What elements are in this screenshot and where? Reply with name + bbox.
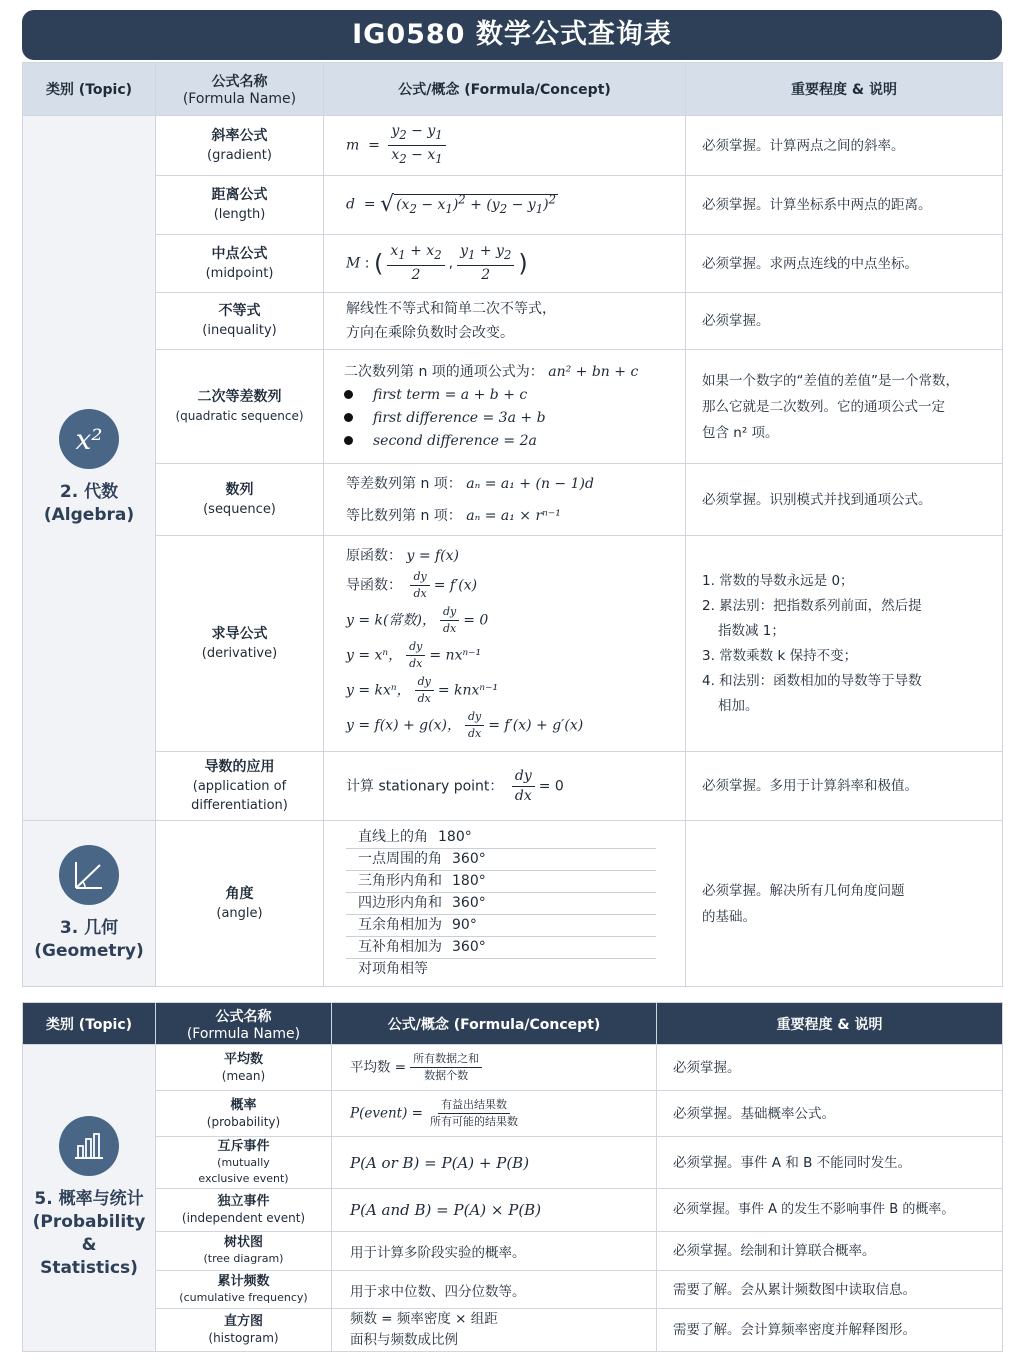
note-cell: 必须掌握。多用于计算斜率和极值。	[686, 752, 1003, 821]
formula-name-cell: 累计频数 (cumulative frequency)	[156, 1271, 332, 1309]
table-row	[23, 176, 1003, 235]
formula-name-cell: 求导公式 (derivative)	[156, 536, 324, 752]
formula-name-cell: 距离公式 (length)	[156, 176, 324, 235]
angle-value: 360°	[452, 939, 486, 955]
table-row	[23, 350, 1003, 464]
header-topic: 类别 (Topic)	[23, 63, 156, 116]
sequence-formula: 等差数列第 n 项： aₙ = a₁ + (n − 1)d 等比数列第 n 项： aₙ = a₁ × rⁿ⁻¹	[324, 464, 686, 536]
note-cell: 如果一个数字的“差值的差值”是一个常数， 那么它就是二次数列。它的通项公式一定 包含 n² 项。	[686, 350, 1003, 464]
table-header-row	[23, 1003, 1003, 1045]
formula-name-cell: 独立事件 (independent event)	[156, 1189, 332, 1232]
probability-formula: P(event) = $\frac{\text{有益出结果数}}{\text{所有可能的结果数}}$	[332, 1091, 657, 1137]
formula-name-cell: 角度 (angle)	[156, 821, 324, 987]
table-row	[23, 1137, 1003, 1189]
angle-name: 一点周围的角	[358, 851, 442, 867]
bar-chart-icon	[59, 1116, 119, 1176]
header-formula: 公式/概念 (Formula/Concept)	[324, 63, 686, 116]
topic-label: 3. 几何	[59, 917, 119, 938]
independent-formula: P(A and B) = P(A) × P(B)	[332, 1189, 657, 1232]
angle-row	[346, 849, 656, 871]
formula-table-1	[22, 62, 1003, 987]
note-cell: 必须掌握。计算两点之间的斜率。	[686, 116, 1003, 176]
formula-name-cell: 不等式 (inequality)	[156, 293, 324, 350]
histogram-formula: 频数 = 频率密度 × 组距 面积与频数成比例	[332, 1309, 657, 1352]
note-cell: 必须掌握。	[686, 293, 1003, 350]
angle-value: 180°	[452, 873, 486, 889]
header-note: 重要程度 & 说明	[657, 1003, 1003, 1045]
midpoint-formula: M : ( $\frac{x_1 + x_2}{2}$ , $\frac{y_1 + y_2}{2}$ )	[324, 235, 686, 293]
angle-row	[346, 915, 656, 937]
note-cell: 需要了解。会从累计频数图中读取信息。	[657, 1271, 1003, 1309]
bullet-icon	[344, 413, 353, 422]
header-topic: 类别 (Topic)	[23, 1003, 156, 1045]
note-cell: 必须掌握。事件 A 和 B 不能同时发生。	[657, 1137, 1003, 1189]
table-row	[23, 752, 1003, 821]
formula-name-cell: 概率 (probability)	[156, 1091, 332, 1137]
note-cell: 必须掌握。计算坐标系中两点的距离。	[686, 176, 1003, 235]
topic-label-en: (Algebra)	[43, 505, 135, 525]
angle-row	[346, 959, 656, 980]
table-row	[23, 235, 1003, 293]
cumulative-formula: 用于求中位数、四分位数等。	[332, 1271, 657, 1309]
angle-row	[346, 937, 656, 959]
formula-name-cell: 中点公式 (midpoint)	[156, 235, 324, 293]
note-cell: 1. 常数的导数永远是 0； 2. 累法别：把指数系列前面，然后提 指数减 1； 3. 常数乘数 k 保持不变； 4. 和法别：函数相加的导数等于导数 相加。	[686, 536, 1003, 752]
angle-name: 互补角相加为	[358, 939, 442, 955]
table-row	[23, 1091, 1003, 1137]
bullet-icon	[344, 390, 353, 399]
header-note: 重要程度 & 说明	[686, 63, 1003, 116]
angle-name: 三角形内角和	[358, 873, 442, 889]
topic-cell-statistics	[23, 1045, 156, 1352]
header-formula-name: 公式名称 (Formula Name)	[156, 63, 324, 116]
topic-cell-algebra	[23, 116, 156, 821]
table-row	[23, 1045, 1003, 1091]
formula-name-cell: 数列 (sequence)	[156, 464, 324, 536]
table-row	[23, 1232, 1003, 1271]
formula-name-cell: 直方图 (histogram)	[156, 1309, 332, 1352]
topic-label: 5. 概率与统计	[34, 1189, 144, 1209]
topic-label-en: (Probability &	[32, 1212, 146, 1255]
bullet-icon	[344, 436, 353, 445]
angle-name: 直线上的角	[358, 829, 428, 845]
angle-name: 对项角相等	[358, 961, 428, 977]
header-formula-name: 公式名称 (Formula Name)	[156, 1003, 332, 1045]
header-formula: 公式/概念 (Formula/Concept)	[332, 1003, 657, 1045]
angle-value: 360°	[452, 851, 486, 867]
formula-name-cell: 导数的应用 (application of differentiation)	[156, 752, 324, 821]
inequality-formula: 解线性不等式和简单二次不等式， 方向在乘除负数时会改变。	[324, 293, 686, 350]
table-row	[23, 464, 1003, 536]
exclusive-formula: P(A or B) = P(A) + P(B)	[332, 1137, 657, 1189]
mean-formula: 平均数 = $\frac{\text{所有数据之和}}{\text{数据个数}}$	[332, 1045, 657, 1091]
note-cell: 必须掌握。解决所有几何角度问题 的基础。	[686, 821, 1003, 987]
angle-icon	[59, 845, 119, 905]
formula-name-cell: 树状图 (tree diagram)	[156, 1232, 332, 1271]
x-squared-icon: x²	[59, 409, 119, 469]
note-cell: 必须掌握。识别模式并找到通项公式。	[686, 464, 1003, 536]
table-row	[23, 116, 1003, 176]
angle-formula	[324, 821, 686, 987]
angle-value: 360°	[452, 895, 486, 911]
table-row	[23, 821, 1003, 987]
tree-formula: 用于计算多阶段实验的概率。	[332, 1232, 657, 1271]
table-header-row	[23, 63, 1003, 116]
table-row	[23, 1309, 1003, 1352]
gradient-formula: m = $\frac{y_2 - y_1}{x_2 - x_1}$	[324, 116, 686, 176]
note-cell: 必须掌握。事件 A 的发生不影响事件 B 的概率。	[657, 1189, 1003, 1232]
page-title: IG0580 数学公式查询表	[22, 10, 1002, 60]
formula-name-cell: 斜率公式 (gradient)	[156, 116, 324, 176]
length-formula: d = √ $(x_2 - x_1)^2 + (y_2 - y_1)^2$	[324, 176, 686, 235]
formula-name-cell: 平均数 (mean)	[156, 1045, 332, 1091]
table-row	[23, 1271, 1003, 1309]
angle-value: 90°	[452, 917, 477, 933]
note-cell: 必须掌握。绘制和计算联合概率。	[657, 1232, 1003, 1271]
formula-name-cell: 互斥事件 (mutually exclusive event)	[156, 1137, 332, 1189]
formula-table-2	[22, 1002, 1003, 1352]
topic-label-en-2: Statistics)	[40, 1258, 138, 1278]
derivative-formula: 原函数： y = f(x) 导函数： $\frac{dy}{dx}$ = f′(x) y = k(常数)， $\frac{dy}{dx}$ = 0 y = xⁿ， $\frac{dy}{dx}$ = nxⁿ⁻¹ y = kxⁿ， $\frac{dy}{dx}$ = knxⁿ⁻¹ y = f(x) + g(x)， $\frac{dy}{dx}$ = f′(x) + g′(x)	[324, 536, 686, 752]
quadratic-formula: 二次数列第 n 项的通项公式为： an² + bn + c first term = a + b + c first difference = 3a + b second difference = 2a	[324, 350, 686, 464]
note-cell: 必须掌握。	[657, 1045, 1003, 1091]
angle-value: 180°	[438, 829, 472, 845]
angle-name: 互余角相加为	[358, 917, 442, 933]
angle-row	[346, 871, 656, 893]
application-formula: 计算 stationary point： $\frac{dy}{dx}$ = 0	[324, 752, 686, 821]
formula-name-cell: 二次等差数列 (quadratic sequence)	[156, 350, 324, 464]
table-row	[23, 536, 1003, 752]
topic-cell-geometry	[23, 821, 156, 987]
note-cell: 必须掌握。求两点连线的中点坐标。	[686, 235, 1003, 293]
topic-label-en: (Geometry)	[34, 940, 144, 961]
note-cell: 需要了解。会计算频率密度并解释图形。	[657, 1309, 1003, 1352]
angle-row	[346, 893, 656, 915]
topic-label: 2. 代数	[59, 482, 119, 502]
angle-row	[346, 827, 656, 849]
table-row	[23, 1189, 1003, 1232]
note-cell: 必须掌握。基础概率公式。	[657, 1091, 1003, 1137]
table-row	[23, 293, 1003, 350]
angle-list	[346, 827, 656, 980]
angle-name: 四边形内角和	[358, 895, 442, 911]
